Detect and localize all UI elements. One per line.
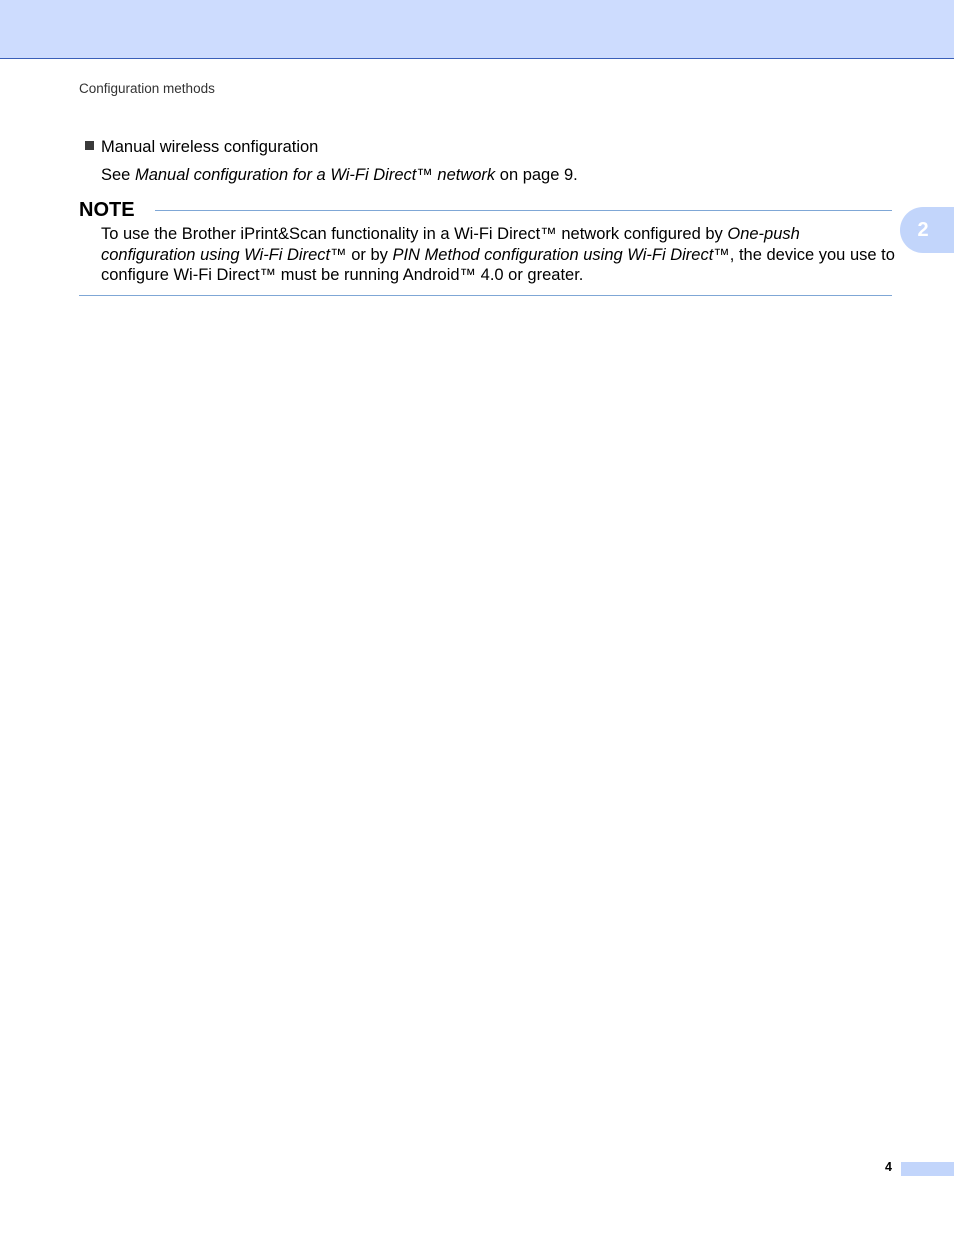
- note-body: [101, 224, 896, 286]
- see-prefix: See: [101, 166, 135, 184]
- note-ref-pin-method[interactable]: PIN Method configuration using Wi-Fi Direct: [392, 245, 714, 264]
- note-text-1: To use the Brother iPrint&Scan functionality in a Wi-Fi Direct™ network configured by: [101, 225, 728, 243]
- footer-accent-bar: [901, 1162, 954, 1176]
- note-ref-one-push[interactable]: One-push configuration using Wi-Fi Direct: [101, 225, 800, 264]
- note-bottom-divider: [79, 295, 892, 296]
- note-title: NOTE: [79, 199, 135, 221]
- bullet-item: [85, 138, 318, 157]
- chapter-number: 2: [917, 218, 929, 241]
- see-reference: [101, 166, 578, 185]
- header-band: [0, 0, 954, 59]
- note-text-2: ™ or by: [330, 245, 393, 264]
- see-suffix: on page 9.: [495, 166, 578, 184]
- see-link[interactable]: Manual configuration for a Wi-Fi Direct™ network: [134, 166, 496, 184]
- note-top-divider: [155, 210, 892, 211]
- note-text-3: ™, the device you use to configure Wi-Fi Direct™ must be running Android™ 4.0 or greater.: [101, 245, 895, 285]
- chapter-tab: [900, 207, 954, 253]
- running-head: Configuration methods: [79, 81, 215, 96]
- bullet-item-label: Manual wireless configuration: [101, 138, 319, 156]
- square-bullet-icon: [85, 141, 94, 150]
- page-number: 4: [885, 1160, 892, 1174]
